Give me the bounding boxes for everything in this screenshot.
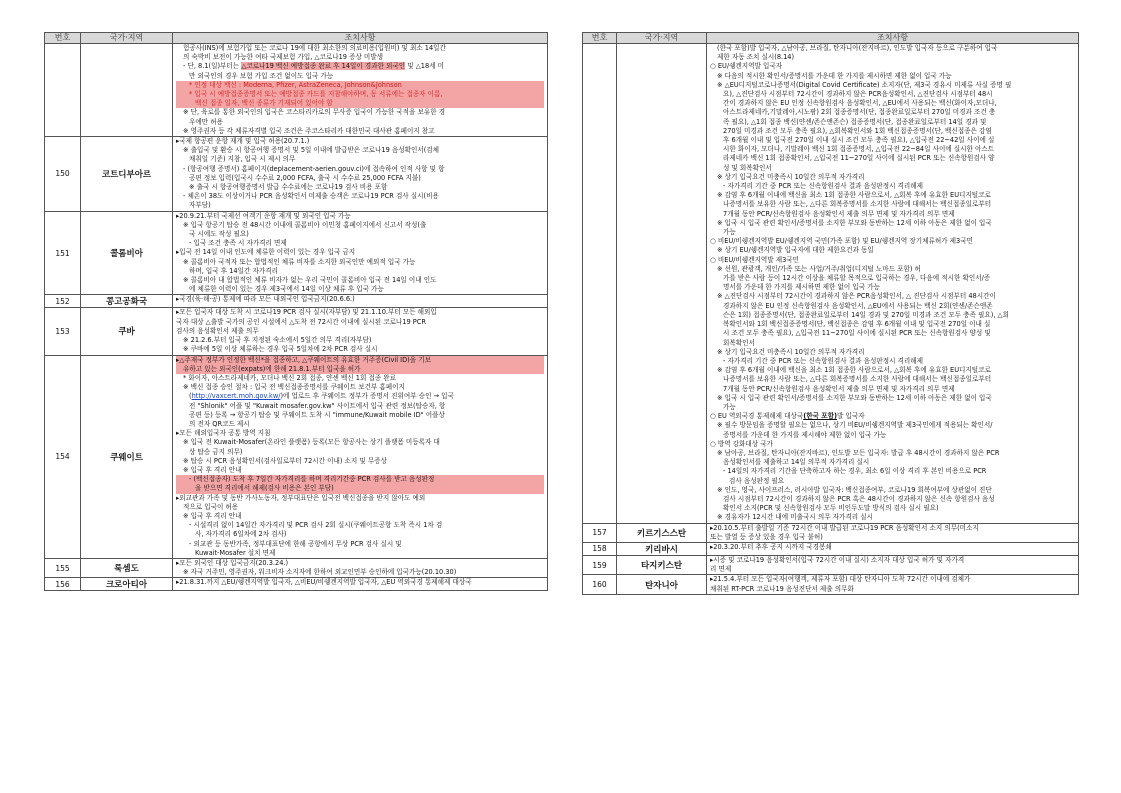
measure-cell	[173, 308, 548, 355]
country-name: 쿠웨이트	[81, 355, 173, 558]
measure-line: - 자가격리 기간 중 PCR 또는 신속항원검사 결과 음성판정시 격리해제	[723, 356, 924, 365]
measure-cell	[173, 211, 548, 295]
measure-line: ※ 감염 후 6개월 이내에 백신을 최소 1회 접종한 사람으로서, △회복 후에 유효한 EU디지털코로	[717, 366, 991, 375]
country-name: 크로아티아	[81, 578, 173, 591]
measure-line: 에 체류한 이력이 있는 경우 제3국에서 14일 이상 체류 후 입국 가능	[189, 285, 384, 294]
measure-line: 요), △진단검사 시점부터 72시간이 경과하지 않은 PCR음성확인서, △진단검사 시점부터 48시	[723, 90, 993, 99]
measure-line: ▸20.9.21.부터 국제선 여객기 운항 재개 및 외국인 입국 가능	[176, 211, 351, 220]
measure-line: ○ 비EU/비쉥겐지역발 제3국민	[710, 255, 800, 264]
measure-cell	[173, 137, 548, 212]
emphasis: (한국 포함)	[803, 412, 838, 421]
measure-line[interactable]: (http://vaxcert.moh.gov.kw/)에 업로드 후 쿠웨이트 정부가 증명서 진위여부 승인 → 입국	[189, 392, 454, 401]
measure-line: ※ 남아공, 브라질, 탄자니아(잔지바르), 인도발 모든 입국자: 발급 후 48시간이 경과하지 않은 PCR	[717, 448, 1000, 457]
measure-line: ※ 입국 후 격리 안내	[183, 511, 242, 520]
measure-line: ▸국경(육·해·공) 통제에 따라 모든 내외국인 입국금지(20.6.6.)	[176, 295, 355, 304]
measure-line: 명서를 가운데 한 가지를 제시하면 제한 없이 입국 가능	[723, 283, 880, 292]
header-measure: 조치사항	[707, 33, 1079, 44]
country-name: 쿠바	[81, 308, 173, 355]
table-row	[45, 558, 548, 577]
measure-line: 가능	[723, 228, 736, 237]
row-number	[583, 44, 617, 524]
measure-line: 유하고 있는 외국인(expats)에 한해 21.8.1.부터 입국을 허가	[176, 365, 544, 374]
measure-line: Kuwait-Mosafer 설치 면제	[195, 548, 276, 557]
table-row	[583, 44, 1079, 524]
row-number: 158	[583, 542, 617, 555]
row-number: 160	[583, 575, 617, 594]
measure-line: 을 받으면 격리에서 해제(검사 비용은 본인 부담)	[176, 484, 544, 493]
measure-line: 만 외국인의 경우 보험 가입 조건 없이도 입국 가능	[189, 71, 334, 80]
measure-line: 복확인서와 1회 백신접종증명서(단, 백신접종은 감염 후 6개월 이내 및 입국전 270일 이내 실	[723, 320, 991, 329]
row-number: 150	[45, 137, 81, 212]
header-no: 번호	[45, 33, 81, 44]
measure-line: ※ 쿠바에 5일 이상 체류하는 경우 입국 5일차에 2차 PCR 검사 실시	[183, 345, 378, 354]
measure-line: 제한 자동 조치 실시(8.14)	[717, 53, 795, 62]
row-number: 159	[583, 555, 617, 574]
measure-line: 족 필요), △1회 접종 백신(얀센/존슨앤존슨) 접종증명서(단, 접종완료일로부터 14일 경과 및	[723, 117, 987, 126]
measure-line: ▸모든 입국자 대상 도착 시 코로나19 PCR 검사 실시(자부담) 및 21.1.10.부터 모든 해외입	[176, 308, 437, 317]
header-no: 번호	[583, 33, 617, 44]
measure-line: ※ 상기 입국요건 미충족시 10일간 의무적 자가격리	[717, 172, 865, 181]
row-number: 152	[45, 295, 81, 308]
measure-line: ▸외교관과 가족 및 동반 가사노동자, 정부대표단은 입국전 백신접종을 받지 않아도 예외	[176, 493, 426, 502]
row-number: 155	[45, 558, 81, 577]
measure-line: ○ 비EU/비쉥겐지역발 EU/쉥겐지역 국민(가족 포함) 및 EU/쉥겐지역 장기체류허가 제3국민	[710, 237, 973, 246]
measure-cell	[173, 44, 548, 137]
measure-line: ▸20.3.20.부터 추후 공지 시까지 국경봉쇄	[710, 542, 832, 551]
table-row	[45, 578, 548, 591]
measure-line: 적으로 입국이 허용	[183, 502, 239, 511]
measure-line: 우에만 허용	[189, 117, 223, 126]
measure-line: - 단, 8.1(일)부터는 △코로나19 백신 예방접종 완료 후 14일이 경과한 외국인 및 △18세 미	[183, 62, 445, 71]
measure-line: - 14일의 자가격리 기간을 단축하고자 하는 경우, 최소 6일 이상 격리 후 본인 비용으로 PCR	[723, 467, 987, 476]
measure-line: 가능	[723, 402, 736, 411]
measure-line: ▸모든 해외입국자 공통 방역 지침	[176, 429, 271, 438]
measure-line: 나증명서를 보유한 사람 또는, △다른 회복증명서를 소지한 사람에 대해서는 백신접종일로부터	[723, 375, 992, 384]
measure-line: ※ 입국 시 입국 관련 확인서/증명서를 소지한 부모와 동반하는 12세 이하 아동은 제한 없이 입국	[717, 393, 992, 402]
measure-line: ※ 입국 시 입국 관련 확인서/증명서를 소지한 부모와 동반하는 12세 이하 아동은 제한 없이 입국	[717, 218, 992, 227]
measure-line: ▸20.10.5.부터 출발일 기준 72시간 이내 발급된 코로나19 PCR 음성확인서 소지 의무(미소지	[710, 523, 979, 532]
country-name: 타지키스탄	[617, 555, 707, 574]
right-table	[582, 32, 1079, 595]
table-row	[45, 295, 548, 308]
measure-cell	[707, 542, 1079, 555]
country-name: 룩셈도	[81, 558, 173, 577]
measure-line: 백신 접종 일자, 백신 종류가 기재되어 있어야 함	[176, 99, 544, 108]
measure-line: - (백신접종자) 도착 후 7일간 자가격리를 하며 격리기간중 PCR 검사를 받고 음성판정	[176, 475, 544, 484]
measure-line: ※ 입국 항공기 탑승 전 48시간 이내에 콜롬비아 이민청 홈페이지에서 신고서 작성(출	[183, 220, 427, 229]
row-number: 156	[45, 578, 81, 591]
measure-line: 음성확인서를 제출하고 14일 의무적 자가격리 실시	[723, 458, 870, 467]
country-name: 콜롬비아	[81, 211, 173, 295]
country-name: 코트디부아르	[81, 137, 173, 212]
measure-line: ※ 다음의 적시한 확인서/증명서를 가운데 한 가지를 제시하면 제한 없이 입국 가능	[717, 71, 952, 80]
row-number: 153	[45, 308, 81, 355]
measure-line: 사, 자가격리 6일차에 2차 검사)	[195, 530, 287, 539]
measure-line: 나증명서를 보유한 사람 또는, △다른 회복증명서를 소지한 사람에 대해서는 백신접종일로부터	[723, 200, 992, 209]
measure-line: ※ 탑승 시 PCR 음성확인서(검사일로부터 72시간 이내) 소지 및 무증상	[183, 456, 387, 465]
measure-line: ※ 입국 후 격리 안내	[183, 465, 242, 474]
measure-line: 의 숙박비 보전이 가능한 여타 국제보험 가입, △코로나19 증상 미발생	[183, 53, 384, 62]
measure-cell	[173, 578, 548, 591]
measure-line: ※ △진단검사 시점부터 72시간이 경과하지 않은 PCR음성확인서, △ 진단검사 시점부터 48시간이	[717, 292, 996, 301]
measure-line: 성 및 회복확인서	[723, 163, 772, 172]
header-measure: 조치사항	[173, 33, 548, 44]
measure-line: ※ 필수 방문임을 증명할 필요는 없으나, 상기 비EU/비쉥겐지역발 제3국민에게 적용되는 확인서/	[717, 421, 993, 430]
row-number: 151	[45, 211, 81, 295]
header-country: 국가·지역	[81, 33, 173, 44]
measure-line: (한국 포함)발 입국자, △남아공, 브라질, 탄자니아(잔지바르), 인도발 입국자 등으로 구분하여 입국	[717, 44, 998, 52]
right-page	[582, 32, 1079, 595]
country-name	[81, 44, 173, 137]
table-row	[583, 555, 1079, 574]
country-name: 콩고공화국	[81, 295, 173, 308]
measure-cell	[173, 295, 548, 308]
row-number: 154	[45, 355, 81, 558]
measure-line: ※ 인도, 영국, 사이프러스, 러시아발 입국자: 백신접종여부, 코로나19 회복여부에 상관없이 진단	[717, 485, 992, 494]
measure-line: ※ 콜롬비아 내 합법적인 체류 비자가 없는 우리 국민이 콜롬비아 입국 전 14일 이내 인도	[183, 276, 437, 285]
left-table	[44, 32, 548, 591]
measure-line: - (항공여행 증명서) 홈페이지(deplacement-aerien.gouv.ci)에 접속하여 인적 사항 및 항	[183, 164, 445, 173]
measure-line: ▸21.5.4.부터 모든 입국자(여행객, 제류자 포함) 대상 탄자니아 도착 72시간 이내에 검체가	[710, 575, 971, 584]
measure-line: ※ 선원, 관광객, 개인/가족 또는 사업/거주/취업(디지털 노마드 포함) 허	[717, 264, 921, 273]
measure-line: 공편 정보 입력(입국시 수수료 2,000 FCFA, 출국 시 수수료 25,000 FCFA 지불)	[189, 173, 421, 182]
measure-line: 시 조건 모두 충족 필요), △입국전 11~270일 사이에 실시된 PCR 또는 신속항원검사 양성 및	[723, 329, 991, 338]
measure-line: 국 시에도 작성 필요)	[189, 230, 249, 239]
measure-line: 증명서를 가운데 한 가지를 제시해야 제한 없이 입국 가능	[723, 430, 887, 439]
table-row	[45, 355, 548, 558]
measure-line: ▸입국 전 14일 이내 인도에 체류한 이력이 있는 경우 입국 금지	[176, 248, 356, 257]
measure-line: - 외교관 등 동반가족, 정부대표단에 한해 공항에서 무상 PCR 검사 실시 및	[189, 539, 402, 548]
measure-line: 채취된 RT-PCR 코로나19 음성진단서 제출 의무화	[710, 584, 854, 593]
measure-line: 라제네카 백신 1회 접종확인서, △입국전 11~270일 사이에 실시된 PCR 또는 신속항원검사 양	[723, 154, 995, 163]
measure-cell	[707, 523, 1079, 542]
header-country: 국가·지역	[617, 33, 707, 44]
measure-cell	[707, 555, 1079, 574]
measure-line: 7개월 동안 PCR/신속항원검사 음성확인서 제출 의무 면제 및 자가격리 의무 면제	[723, 384, 955, 393]
measure-line: ※ △EU디지털코로나증명서(Digital Covid Certificate) 소지자(단, 제3국 경유시 미제류 사실 증명 필	[717, 80, 1012, 89]
measure-line: * 인정 대상 백신 : Moderna, Pfizer, AstraZeneca, Johnson&Johnson	[176, 81, 544, 90]
table-row	[583, 523, 1079, 542]
measure-line: 국자 대상 △출발 국가의 공인 시설에서 △도착 전 72시간 이내에 실시된 코로나19 PCR	[176, 317, 426, 326]
highlight: △코로나19 백신 예방접종 완료 후 14일이 경과한 외국인	[241, 62, 406, 71]
right-header-row	[583, 33, 1079, 44]
measure-line: ※ 출국 시 항공여행증명서 발급 수수료에는 코로나19 검사 비용 포함	[189, 183, 388, 192]
measure-line: 하며, 입국 후 14일간 자가격리	[189, 266, 278, 275]
country-name	[617, 44, 707, 524]
country-name: 키르기스스탄	[617, 523, 707, 542]
measure-line: ▸21.8.31.까지 △EU/쉥겐지역발 입국자, △비EU/비쉥겐지역발 입국자, △EU 역외국경 통제해제 대상국	[176, 578, 472, 587]
left-page	[44, 32, 548, 591]
measure-line: 후 6개월 이내 및 입국전 270일 이내 실시 조건 모두 충족 필요), △입국전 22~42일 사이에 실	[723, 136, 995, 145]
table-row	[45, 308, 548, 355]
measure-line: 회복확인서	[723, 338, 755, 347]
measure-line: - 자가격리 기간 중 PCR 또는 신속항원검사 결과 음성판정시 격리해제	[723, 182, 924, 191]
measure-line: 전 "Shlonik" 어플 및 "Kuwait mosafer.gov.kw" 사이트에서 입국 관련 정보(탑승자, 항	[189, 401, 446, 410]
measure-line: 270일 미경과 조건 모두 충족 필요), △회복확인서와 1회 백신접종증명서(단, 백신접종은 감염	[723, 126, 992, 135]
measure-line: ※ 콜롬비아 국적자 또는 합법적인 체류 비자를 소지한 외국인만 예외적 입국 가능	[183, 257, 416, 266]
measure-line: 험공사(INS)에 보험가입 또는 코로나 19에 대한 최소한의 의료비용(입원비) 및 최소 14일간	[183, 44, 446, 52]
measure-line: - 체온이 38도 이상이거나 PCR 음성확인서 미제출 승객은 코로나19 PCR 검사 실시(비용	[183, 192, 439, 201]
measure-line: 검사 음성판정 필요	[729, 476, 785, 485]
measure-line: 공편 등) 등록 → 항공기 탑승 및 쿠웨이트 도착 시 "immune/Kuwait mobile ID" 어플상	[189, 410, 445, 419]
measure-line: * 입국 시 예방접종증명서 또는 예방접종 카드를 지참해야하며, 동 서류에는 접종자 이름,	[176, 90, 544, 99]
measure-line: - 시설격리 없이 14일간 자가격리 및 PCR 검사 2회 실시(쿠웨이트공항 도착 즉시 1차 검	[189, 521, 443, 530]
measure-line: ※ 상기 EU/쉥겐지역발 입국자에 대한 제한요건과 동일	[717, 246, 874, 255]
measure-line: 아스트라제네카,기말레아,시노팜) 2회 접종증명서(단, 접종완료일로부터 270일 미경과 조건 충	[723, 108, 996, 117]
measure-line: ▸모든 외국인 대상 입국금지(20.3.24.)	[176, 558, 289, 567]
table-row	[45, 44, 548, 137]
measure-line: 리 면제	[710, 565, 732, 574]
measure-line: ※ 상기 입국요건 미충족시 10일간 의무적 자가격리	[717, 347, 865, 356]
measure-line: ※ 감염 후 6개월 이내에 백신을 최소 1회 접종한 사람으로서, △회복 후에 유효한 EU디지털코로	[717, 191, 991, 200]
measure-cell	[707, 575, 1079, 594]
country-name: 키리바시	[617, 542, 707, 555]
measure-line: 가를 받은 사람 등이 12시간 이상을 체류할 목적으로 입국하는 경우, 다음에 적시한 확인서/증	[723, 274, 991, 283]
measure-cell	[173, 355, 548, 558]
table-row	[45, 137, 548, 212]
table-row	[583, 575, 1079, 594]
measure-line: ※ 입국 전 Kuwait-Mosafer(온라인 플랫폼) 등록(모든 항공사는 상기 플랫폼 미등록자 대	[183, 438, 440, 447]
measure-line: ▸△주재국 정부가 인정한 백신*을 접종하고, △쿠웨이트의 유효한 거주증(Civil ID)을 기보	[176, 356, 544, 365]
measure-line: * 화이자, 아스트라제네카, 모더나 백신 2회 접종, 얀센 백신 1회 접종 완료	[183, 373, 397, 382]
measure-line: 경과하지 않은 EU 인정 신속항원검사 음성확인서, △EU에서 사용되는 백신 2회(얀센/존슨앤존	[723, 301, 993, 310]
measure-line: ※ 21.2.6.부터 입국 후 지정된 숙소에서 5일간 의무 격리(자부담)	[183, 336, 372, 345]
measure-line: 의 전자 QR코드 제시	[189, 419, 250, 428]
table-row	[45, 211, 548, 295]
measure-line: 또는 발열 등 증상 있을 경우 입국 불허)	[710, 532, 823, 541]
row-number	[45, 44, 81, 137]
measure-line: 검사의 음성확인서 제출 의무	[176, 326, 259, 335]
measure-cell	[707, 44, 1079, 524]
measure-line: 자부담)	[189, 201, 211, 210]
left-header-row	[45, 33, 548, 44]
row-number: 157	[583, 523, 617, 542]
measure-line: 상 탑승 금지 의무)	[189, 447, 243, 456]
measure-line: 7개월 동안 PCR/신속항원검사 음성확인서 제출 의무 면제 및 자가격리 의무 면제	[723, 209, 955, 218]
measure-line: ※ 자국 거주민, 영주권자, 워크비자 소지자에 한하여 외교인민부 승인하에 입국가능(20.10.30)	[183, 568, 457, 577]
vaxcert-link: http://vaxcert.moh.gov.kw/	[191, 392, 281, 401]
measure-line: ▸시증 및 코로나19 음성확인서(입국 72시간 이내 실시) 소지자 대상 입국 허가 및 자가격	[710, 555, 965, 564]
measure-line: 시한 화이자, 모더나, 기말레아 백신 1회 접종증명서, △입국전 22~84일 사이에 실시한 아스트	[723, 145, 995, 154]
measure-line: ※ 단, 육로를 통한 외국인의 입국은 코스타리카로의 무사증 입국이 가능한 국적을 보유한 경	[183, 108, 446, 117]
measure-line: ○ EU 역외국경 통제해제 대상국(한국 포함)발 입국자	[710, 412, 865, 421]
measure-line: 검사 시점부터 72시간이 경과하지 않은 PCR 혹은 48시간이 경과하지 않은 신속 항원검사 음성	[723, 494, 995, 503]
measure-line: 확인서 소지(PCR 및 신속항원검사 모두 비인두도말 방식의 검사 실시 필요)	[723, 504, 939, 513]
measure-cell	[173, 558, 548, 577]
measure-line: 간이 경과하지 않은 EU 인정 신속항원검사 음성확인서, △EU에서 사용되는 백신(화이자,모더나,	[723, 99, 997, 108]
table-row	[583, 542, 1079, 555]
measure-line: ▸국제 항공편 운항 재개 및 입국 허용(20.7.1.)	[176, 137, 310, 146]
country-name: 탄자니아	[617, 575, 707, 594]
measure-line: ○ 방역 강화대상 국가	[710, 439, 773, 448]
measure-line: ○ EU/쉥겐지역발 입국자	[710, 62, 783, 71]
measure-line: ※ 백신 접종 승인 절차 : 입국 전 백신접종증명서를 쿠웨이트 보건부 홈페이지	[183, 383, 405, 392]
measure-line: - 입국 조건 충족 시 자가격리 면제	[189, 239, 287, 248]
measure-line: 채취일 기준) 지참, 입국 시 제시 의무	[189, 155, 296, 164]
measure-line: ※ 경유자가 12시간 내에 미출국시 의무 자가격리 실시	[717, 513, 873, 522]
measure-line: 슨은 1회) 접종증명서(단, 접종완료일로부터 14일 경과 및 270일 미경과 조건 모두 충족 필요), △회	[723, 310, 1009, 319]
measure-line: ※ 영주권자 등 각 체류자격별 입국 조건은 주코스타리카 대한민국 대사관 홈페이지 참고	[183, 126, 435, 135]
measure-line: ※ 출입국 및 환승 시 항공여행 증명서 및 5일 이내에 발급받은 코로나19 음성확인서(검체	[183, 146, 440, 155]
